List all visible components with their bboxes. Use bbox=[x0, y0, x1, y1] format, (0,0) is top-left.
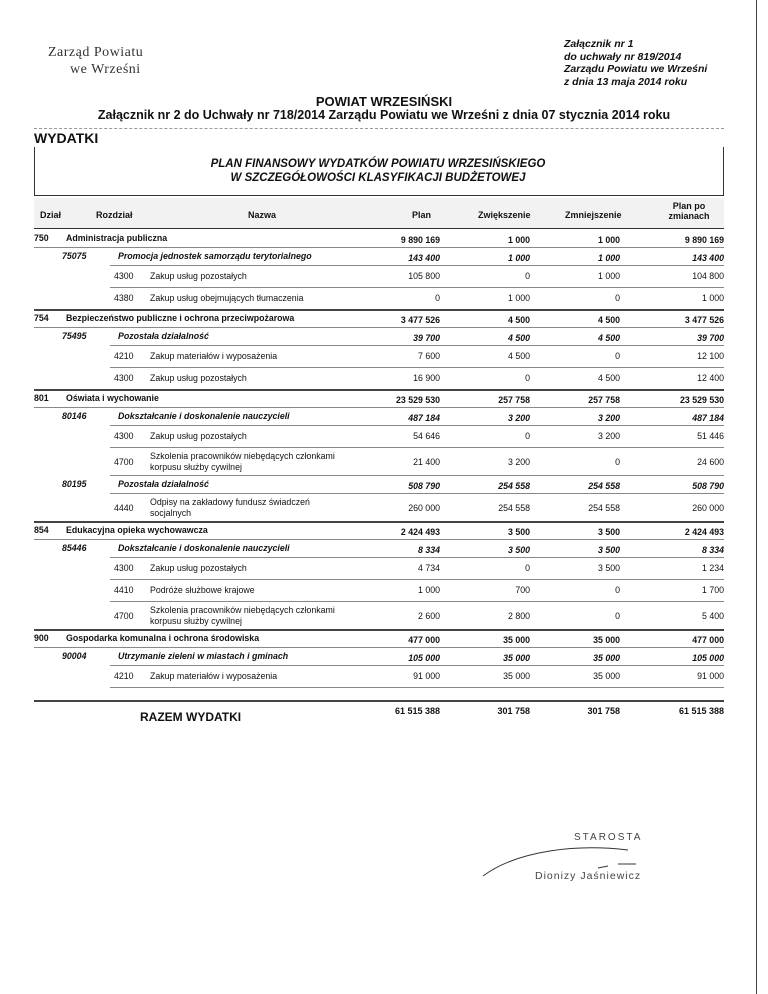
rozdzial-name: Dokształcanie i doskonalenie nauczycieli bbox=[118, 411, 290, 421]
paragraf-name-line1: Szkolenia pracowników niebędących członkami bbox=[150, 605, 335, 615]
cell-plan: 8 334 bbox=[417, 545, 440, 555]
row-divider bbox=[110, 287, 724, 288]
cell-zwiekszenie: 3 200 bbox=[507, 413, 530, 423]
cell-zmniejszenie: 0 bbox=[615, 293, 620, 303]
cell-plan: 260 000 bbox=[408, 503, 440, 513]
cell-plan-po: 1 700 bbox=[701, 585, 724, 595]
paragraf-name-line1: Szkolenia pracowników niebędących członkami bbox=[150, 451, 335, 461]
cell-plan: 2 424 493 bbox=[400, 527, 440, 537]
cell-zmniejszenie: 0 bbox=[615, 457, 620, 467]
cell-plan: 91 000 bbox=[413, 671, 440, 681]
cell-plan-po: 3 477 526 bbox=[684, 315, 724, 325]
row-divider bbox=[34, 327, 724, 328]
signature-title: STAROSTA bbox=[574, 832, 643, 843]
cell-plan: 54 646 bbox=[413, 431, 440, 441]
cell-plan: 9 890 169 bbox=[400, 235, 440, 245]
cell-plan-po: 12 400 bbox=[697, 373, 724, 383]
row-divider bbox=[34, 521, 724, 523]
header-divider bbox=[34, 228, 724, 229]
header-plan-po-zmianach bbox=[664, 201, 714, 221]
cell-plan-po: 2 424 493 bbox=[684, 527, 724, 537]
cell-zmniejszenie: 0 bbox=[615, 351, 620, 361]
total-divider bbox=[34, 700, 724, 702]
cell-plan: 143 400 bbox=[408, 253, 440, 263]
cell-zwiekszenie: 0 bbox=[525, 271, 530, 281]
cell-plan-po: 39 700 bbox=[697, 333, 724, 343]
dzial-name: Administracja publiczna bbox=[66, 233, 168, 243]
dzial-code: 854 bbox=[34, 525, 49, 535]
total-zwiekszenie: 301 758 bbox=[497, 706, 530, 716]
signature-name: Dionizy Jaśniewicz bbox=[535, 870, 642, 882]
rozdzial-code: 80146 bbox=[62, 411, 87, 421]
cell-zwiekszenie: 4 500 bbox=[507, 351, 530, 361]
cell-plan: 105 800 bbox=[408, 271, 440, 281]
paragraf-name-line2: socjalnych bbox=[150, 508, 192, 518]
rozdzial-name: Dokształcanie i doskonalenie nauczycieli bbox=[118, 543, 290, 553]
cell-plan: 39 700 bbox=[413, 333, 440, 343]
plan-title bbox=[34, 157, 722, 185]
paragraf-code: 4300 bbox=[114, 563, 134, 573]
row-divider bbox=[110, 265, 724, 266]
cell-zmniejszenie: 4 500 bbox=[597, 333, 620, 343]
cell-plan-po: 143 400 bbox=[692, 253, 724, 263]
cell-zmniejszenie: 254 558 bbox=[588, 481, 620, 491]
cell-plan: 2 600 bbox=[417, 611, 440, 621]
cell-plan: 21 400 bbox=[413, 457, 440, 467]
paragraf-name: Zakup materiałów i wyposażenia bbox=[150, 671, 278, 681]
row-divider bbox=[110, 665, 724, 666]
cell-plan: 0 bbox=[435, 293, 440, 303]
cell-plan: 508 790 bbox=[408, 481, 440, 491]
cell-plan-po: 8 334 bbox=[701, 545, 724, 555]
cell-plan: 7 600 bbox=[417, 351, 440, 361]
office-stamp bbox=[48, 44, 143, 78]
total-label: RAZEM WYDATKI bbox=[140, 710, 242, 724]
paragraf-name: Zakup usług pozostałych bbox=[150, 271, 247, 281]
cell-zmniejszenie: 1 000 bbox=[597, 271, 620, 281]
rozdzial-name: Pozostała działalność bbox=[118, 479, 209, 489]
dzial-name: Edukacyjna opieka wychowawcza bbox=[66, 525, 208, 535]
dzial-name: Gospodarka komunalna i ochrona środowiska bbox=[66, 633, 260, 643]
stamp-line-1: Zarząd Powiatu bbox=[48, 45, 144, 60]
cell-plan-po: 1 000 bbox=[701, 293, 724, 303]
page-edge-line bbox=[756, 0, 757, 994]
cell-plan: 487 184 bbox=[408, 413, 440, 423]
header-zwiekszenie: Zwiększenie bbox=[478, 210, 531, 220]
cell-zmniejszenie: 3 200 bbox=[597, 431, 620, 441]
cell-zmniejszenie: 257 758 bbox=[588, 395, 620, 405]
cell-plan: 105 000 bbox=[408, 653, 440, 663]
paragraf-code: 4210 bbox=[114, 351, 134, 361]
row-divider bbox=[110, 579, 724, 580]
cell-zmniejszenie: 1 000 bbox=[597, 253, 620, 263]
cell-plan-po: 12 100 bbox=[697, 351, 724, 361]
cell-zwiekszenie: 3 500 bbox=[507, 527, 530, 537]
paragraf-name-line2: korpusu służby cywilnej bbox=[150, 616, 242, 626]
cell-zwiekszenie: 0 bbox=[525, 373, 530, 383]
cell-zmniejszenie: 35 000 bbox=[593, 671, 620, 681]
document-subtitle: Załącznik nr 2 do Uchwały nr 718/2014 Zarządu Powiatu we Wrześni z dnia 07 stycznia 2014 roku bbox=[97, 108, 671, 122]
row-divider bbox=[34, 647, 724, 648]
header-plan-po-line1: Plan po bbox=[672, 201, 706, 211]
cell-zwiekszenie: 0 bbox=[525, 431, 530, 441]
row-divider bbox=[34, 629, 724, 631]
cell-zwiekszenie: 1 000 bbox=[507, 235, 530, 245]
row-divider bbox=[110, 367, 724, 368]
dzial-name: Oświata i wychowanie bbox=[66, 393, 159, 403]
cell-zwiekszenie: 4 500 bbox=[507, 333, 530, 343]
cell-zwiekszenie: 254 558 bbox=[498, 503, 530, 513]
rozdzial-code: 90004 bbox=[62, 651, 87, 661]
cell-zwiekszenie: 4 500 bbox=[507, 315, 530, 325]
cell-zwiekszenie: 1 000 bbox=[507, 253, 530, 263]
cell-zmniejszenie: 0 bbox=[615, 585, 620, 595]
cell-zmniejszenie: 3 500 bbox=[597, 527, 620, 537]
cell-zmniejszenie: 0 bbox=[615, 611, 620, 621]
header-zmniejszenie: Zmniejszenie bbox=[565, 210, 622, 220]
cell-zwiekszenie: 257 758 bbox=[498, 395, 530, 405]
cell-plan-po: 1 234 bbox=[701, 563, 724, 573]
cell-plan: 4 734 bbox=[417, 563, 440, 573]
rozdzial-name: Utrzymanie zieleni w miastach i gminach bbox=[118, 651, 289, 661]
cell-plan: 23 529 530 bbox=[395, 395, 440, 405]
annex-line-3: Zarządu Powiatu we Wrześni bbox=[564, 63, 708, 75]
row-divider bbox=[110, 447, 724, 448]
cell-zwiekszenie: 254 558 bbox=[498, 481, 530, 491]
row-divider bbox=[110, 557, 724, 558]
cell-zmniejszenie: 1 000 bbox=[597, 235, 620, 245]
paragraf-name: Zakup usług pozostałych bbox=[150, 431, 247, 441]
stamp-line-2: we Wrześni bbox=[70, 62, 141, 77]
top-divider bbox=[34, 128, 724, 129]
cell-zwiekszenie: 3 500 bbox=[507, 545, 530, 555]
row-divider bbox=[34, 309, 724, 311]
paragraf-name: Zakup usług pozostałych bbox=[150, 563, 247, 573]
paragraf-name-line1: Odpisy na zakładowy fundusz świadczeń bbox=[150, 497, 310, 507]
row-divider bbox=[110, 601, 724, 602]
paragraf-code: 4440 bbox=[114, 503, 134, 513]
rozdzial-name: Promocja jednostek samorządu terytorialnego bbox=[118, 251, 312, 261]
total-plan-po: 61 515 388 bbox=[678, 706, 724, 716]
row-divider bbox=[34, 407, 724, 408]
paragraf-code: 4300 bbox=[114, 373, 134, 383]
cell-plan-po: 477 000 bbox=[692, 635, 724, 645]
rozdzial-code: 85446 bbox=[62, 543, 87, 553]
paragraf-code: 4700 bbox=[114, 457, 134, 467]
cell-zmniejszenie: 3 500 bbox=[597, 563, 620, 573]
dzial-code: 801 bbox=[34, 393, 49, 403]
cell-plan-po: 5 400 bbox=[701, 611, 724, 621]
paragraf-code: 4700 bbox=[114, 611, 134, 621]
total-plan: 61 515 388 bbox=[394, 706, 440, 716]
row-divider bbox=[34, 389, 724, 391]
header-rozdzial: Rozdział bbox=[96, 210, 133, 220]
cell-zwiekszenie: 35 000 bbox=[503, 671, 530, 681]
paragraf-code: 4410 bbox=[114, 585, 134, 595]
header-dzial: Dział bbox=[40, 210, 62, 220]
cell-plan-po: 260 000 bbox=[692, 503, 724, 513]
cell-plan-po: 23 529 530 bbox=[679, 395, 724, 405]
cell-plan-po: 51 446 bbox=[697, 431, 724, 441]
dzial-name: Bezpieczeństwo publiczne i ochrona przeciwpożarowa bbox=[66, 313, 295, 323]
section-heading: WYDATKI bbox=[34, 130, 99, 146]
rozdzial-code: 80195 bbox=[62, 479, 87, 489]
document-title: POWIAT WRZESIŃSKI bbox=[315, 94, 453, 109]
cell-plan-po: 105 000 bbox=[692, 653, 724, 663]
cell-zmniejszenie: 3 500 bbox=[597, 545, 620, 555]
row-divider bbox=[110, 425, 724, 426]
cell-plan-po: 9 890 169 bbox=[684, 235, 724, 245]
cell-plan: 1 000 bbox=[417, 585, 440, 595]
rozdzial-name: Pozostała działalność bbox=[118, 331, 209, 341]
paragraf-code: 4380 bbox=[114, 293, 134, 303]
row-divider bbox=[110, 475, 724, 476]
annex-line-1: Załącznik nr 1 bbox=[564, 38, 634, 50]
header-nazwa: Nazwa bbox=[248, 210, 277, 220]
cell-zwiekszenie: 3 200 bbox=[507, 457, 530, 467]
paragraf-name: Zakup usług obejmujących tłumaczenia bbox=[150, 293, 304, 303]
cell-zmniejszenie: 35 000 bbox=[593, 635, 620, 645]
paragraf-name: Zakup usług pozostałych bbox=[150, 373, 247, 383]
cell-plan-po: 508 790 bbox=[692, 481, 724, 491]
plan-title-line-1: PLAN FINANSOWY WYDATKÓW POWIATU WRZESIŃSKIEGO bbox=[210, 158, 546, 170]
dzial-code: 900 bbox=[34, 633, 49, 643]
cell-plan-po: 24 600 bbox=[697, 457, 724, 467]
paragraf-code: 4210 bbox=[114, 671, 134, 681]
cell-plan-po: 487 184 bbox=[692, 413, 724, 423]
cell-zmniejszenie: 254 558 bbox=[588, 503, 620, 513]
row-divider bbox=[110, 687, 724, 688]
header-plan-po-line2: zmianach bbox=[668, 211, 710, 221]
annex-line-2: do uchwały nr 819/2014 bbox=[564, 50, 682, 63]
cell-plan: 16 900 bbox=[413, 373, 440, 383]
cell-zwiekszenie: 35 000 bbox=[503, 653, 530, 663]
row-divider bbox=[34, 539, 724, 540]
cell-zwiekszenie: 35 000 bbox=[503, 635, 530, 645]
cell-zwiekszenie: 0 bbox=[525, 563, 530, 573]
row-divider bbox=[110, 493, 724, 494]
cell-zwiekszenie: 2 800 bbox=[507, 611, 530, 621]
cell-zmniejszenie: 35 000 bbox=[593, 653, 620, 663]
cell-zmniejszenie: 4 500 bbox=[597, 315, 620, 325]
cell-plan: 477 000 bbox=[408, 635, 440, 645]
paragraf-name-line2: korpusu służby cywilnej bbox=[150, 462, 242, 472]
annex-line-4: z dnia 13 maja 2014 roku bbox=[564, 75, 688, 88]
cell-plan-po: 91 000 bbox=[697, 671, 724, 681]
cell-plan: 3 477 526 bbox=[400, 315, 440, 325]
paragraf-code: 4300 bbox=[114, 271, 134, 281]
row-divider bbox=[110, 345, 724, 346]
cell-zwiekszenie: 1 000 bbox=[507, 293, 530, 303]
total-zmniejszenie: 301 758 bbox=[587, 706, 620, 716]
header-plan: Plan bbox=[412, 210, 432, 220]
plan-title-line-2: W SZCZEGÓŁOWOŚCI KLASYFIKACJI BUDŻETOWEJ bbox=[230, 172, 526, 184]
cell-zmniejszenie: 3 200 bbox=[597, 413, 620, 423]
paragraf-code: 4300 bbox=[114, 431, 134, 441]
paragraf-name: Podróże służbowe krajowe bbox=[150, 585, 255, 595]
cell-zwiekszenie: 700 bbox=[515, 585, 530, 595]
paragraf-name: Zakup materiałów i wyposażenia bbox=[150, 351, 278, 361]
annex-note bbox=[564, 38, 707, 88]
cell-plan-po: 104 800 bbox=[692, 271, 724, 281]
dzial-code: 750 bbox=[34, 233, 49, 243]
rozdzial-code: 75075 bbox=[62, 251, 87, 261]
row-divider bbox=[34, 247, 724, 248]
rozdzial-code: 75495 bbox=[62, 331, 87, 341]
cell-zmniejszenie: 4 500 bbox=[597, 373, 620, 383]
dzial-code: 754 bbox=[34, 313, 49, 323]
